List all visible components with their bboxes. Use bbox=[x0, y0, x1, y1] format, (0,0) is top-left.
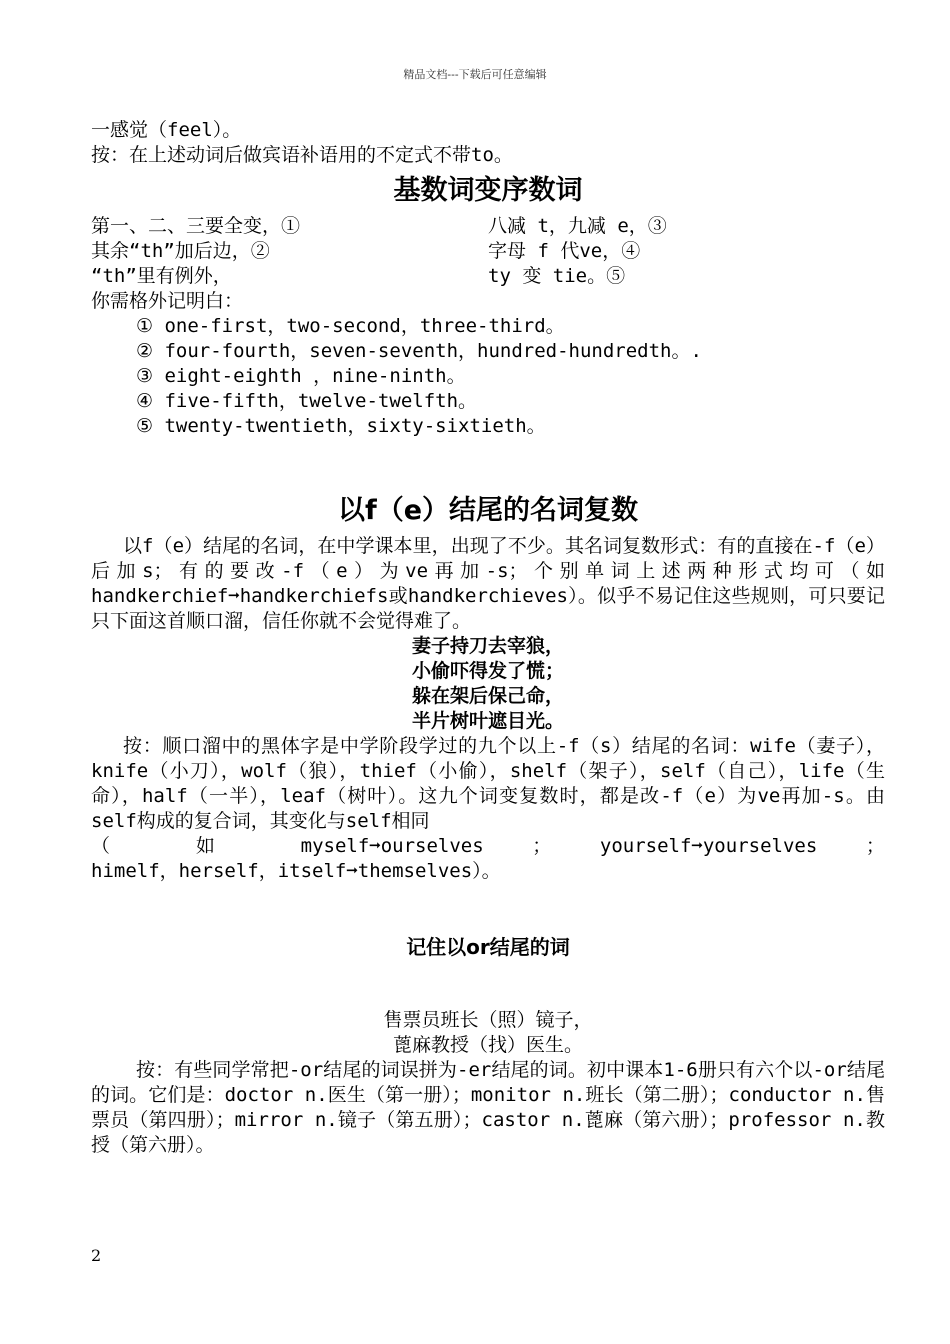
text-fragment: ； bbox=[532, 835, 552, 857]
verse-line: 半片树叶遮目光。 bbox=[411, 710, 564, 732]
plurals-note-end: himelf，herself，itself➞themselves）。 bbox=[91, 860, 501, 882]
plurals-verse bbox=[91, 634, 885, 734]
verse-line: 蓖麻教授（找）医生。 bbox=[392, 1034, 583, 1056]
rhyme-line: ty 变 tie。⑤ bbox=[488, 265, 626, 287]
list-item: ④ five-fifth，twelve-twelfth。 bbox=[136, 390, 478, 412]
text-fragment: ； bbox=[865, 835, 885, 857]
text-fragment: （ bbox=[91, 835, 148, 857]
verse-line: 妻子持刀去宰狼， bbox=[411, 635, 564, 657]
verse-line: 售票员班长（照）镜子， bbox=[383, 1009, 593, 1031]
intro-line-1: 一感觉（feel）。 bbox=[91, 119, 242, 141]
list-item: ⑤ twenty-twentieth，sixty-sixtieth。 bbox=[136, 415, 546, 437]
document-body bbox=[91, 118, 885, 1158]
or-words-paragraph: 按：有些同学常把-or结尾的词误拼为-er结尾的词。初中课本1-6册只有六个以-or结尾的词。它们是：doctor n.医生（第一册）；monitor n.班长（第二册）；conductor n.售票员（第四册）；mirror n.镜子（第五册）；castor n.蓖麻（第六册）；professor n.教授（第六册）。 bbox=[91, 1059, 885, 1156]
text-fragment: yourself➞yourselves bbox=[599, 835, 818, 857]
or-words-verse bbox=[91, 1008, 885, 1058]
section-title-or-words: 记住以or结尾的词 bbox=[406, 935, 570, 959]
section-title-ordinals: 基数词变序数词 bbox=[393, 175, 583, 206]
plurals-paragraph: 以f（e）结尾的名词，在中学课本里，出现了不少。其名词复数形式：有的直接在-f（e）后加s；有的要改-f（e）为ve再加-s；个别单词上述两种形式均可（如handkerchief➞handkerchiefs或handkerchieves）。似乎不易记住这些规则，可只要记只下面这首顺口溜，信任你就不会觉得难了。 bbox=[91, 535, 885, 632]
verse-line: 躲在架后保己命， bbox=[411, 685, 564, 707]
list-item: ③ eight-eighth ，nine-ninth。 bbox=[136, 365, 466, 387]
rhyme-right-column bbox=[488, 214, 885, 289]
ordinal-list bbox=[91, 314, 885, 439]
rhyme-line: 八减 t，九减 e，③ bbox=[488, 215, 667, 237]
section-title-plurals: 以f（e）结尾的名词复数 bbox=[337, 495, 639, 526]
rhyme-line: “th”里有例外， bbox=[91, 265, 232, 287]
list-item: ② four-fourth，seven-seventh，hundred-hundredth。. bbox=[136, 340, 702, 362]
rhyme-line: 字母 f 代ve，④ bbox=[488, 240, 641, 262]
rhyme-line: 其余“th”加后边，② bbox=[91, 240, 270, 262]
rhyme-left-column bbox=[91, 214, 488, 289]
intro-line-2: 按：在上述动词后做宾语补语用的不定式不带to。 bbox=[91, 144, 513, 166]
page-header: 精品文档---下载后可任意编辑 bbox=[403, 68, 547, 81]
page-number: 2 bbox=[91, 1246, 102, 1265]
rhyme-line: 第一、二、三要全变，① bbox=[91, 215, 301, 237]
plurals-note-paragraph: 按：顺口溜中的黑体字是中学阶段学过的九个以上-f（s）结尾的名词：wife（妻子），knife（小刀），wolf（狼），thief（小偷），shelf（架子），self（自己），life（生命），half（一半），leaf（树叶）。这九个词变复数时，都是改-f（e）为ve再加-s。由self构成的复合词，其变化与self相同 bbox=[91, 735, 885, 832]
ordinal-rhyme bbox=[91, 214, 885, 289]
text-fragment: myself➞ourselves bbox=[300, 835, 484, 857]
plurals-note-justified-line bbox=[91, 834, 885, 859]
verse-line: 小偷吓得发了慌； bbox=[411, 660, 564, 682]
text-fragment: 如 bbox=[195, 835, 252, 857]
ordinal-note: 你需格外记明白： bbox=[91, 290, 244, 312]
list-item: ① one-first，two-second，three-third。 bbox=[136, 315, 565, 337]
